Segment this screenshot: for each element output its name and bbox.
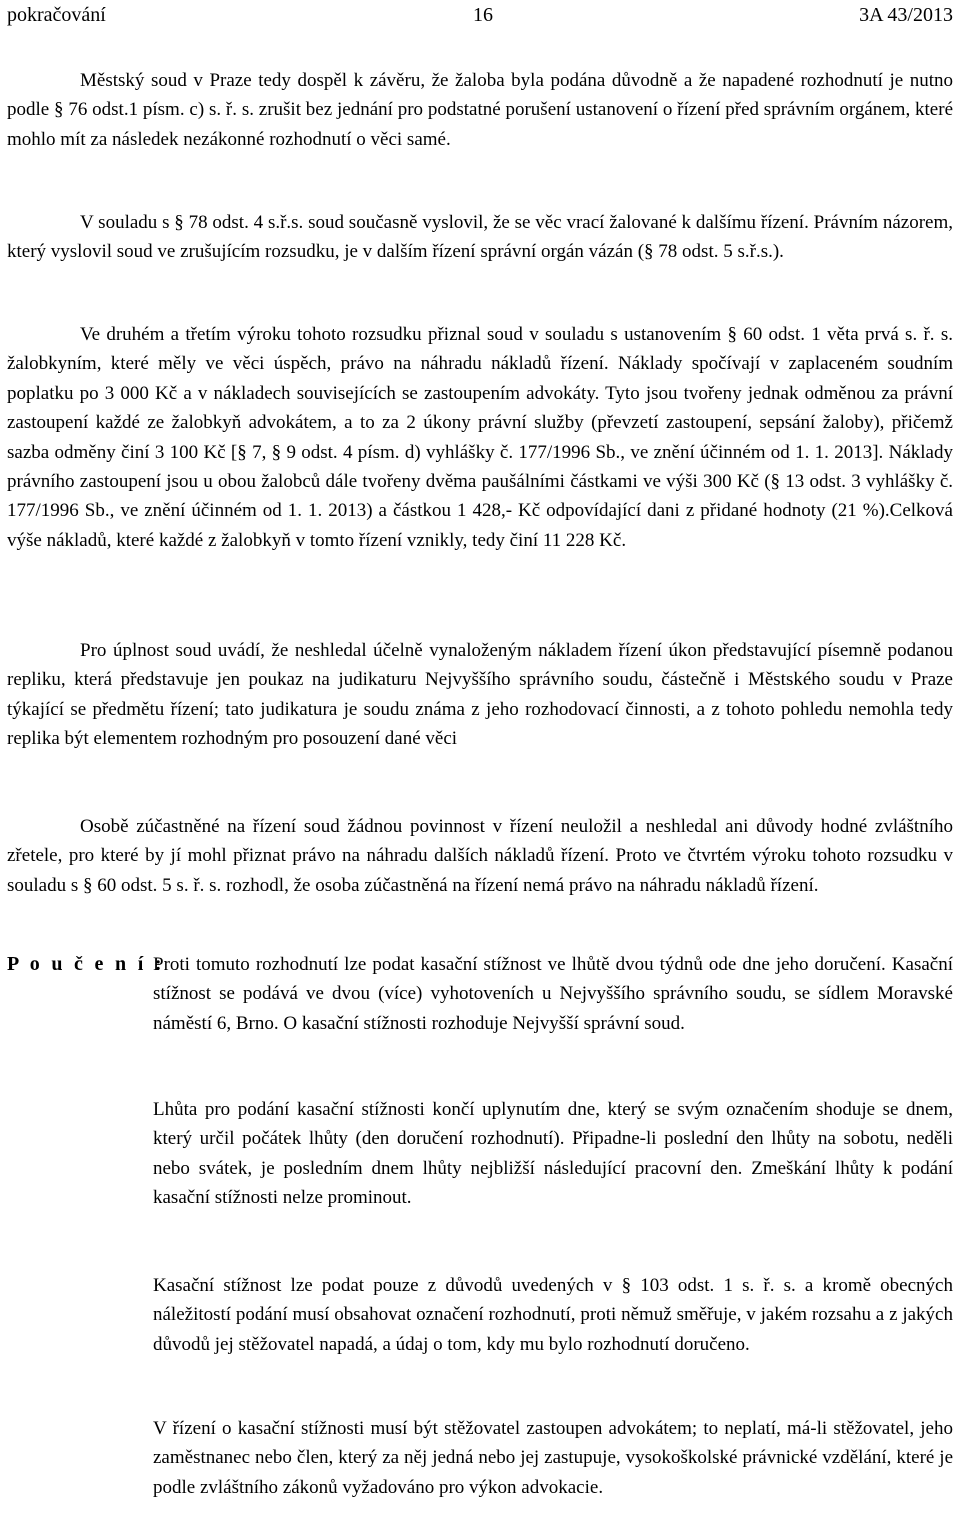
case-number: 3A 43/2013 — [859, 4, 953, 26]
instruction-paragraph — [153, 1095, 953, 1213]
paragraph-text: Proti tomuto rozhodnutí lze podat kasační stížnost ve lhůtě dvou týdnů ode dne jeho doručení. Kasační stížnost se podává ve dvou (více) vyhotoveních u Nejvyššího správního soudu, se sídlem Moravské náměstí 6, Brno. O kasační stížnosti rozhoduje Nejvyšší správní soud. — [153, 954, 953, 1034]
paragraph-intervener — [7, 812, 953, 900]
paragraph-replica — [7, 636, 953, 754]
page-number: 16 — [473, 4, 493, 26]
paragraph-text: V řízení o kasační stížnosti musí být stěžovatel zastoupen advokátem; to neplatí, má-li stěžovatel, jeho zaměstnanec nebo člen, který za něj jedná nebo jej zastupuje, vysokoškolské právnické vzdělání, které je podle zvláštního zákonů vyžadováno pro výkon advokacie. — [153, 1418, 953, 1498]
paragraph-text: Ve druhém a třetím výroku tohoto rozsudku přiznal soud v souladu s ustanovením § 60 odst. 1 věta prvá s. ř. s. žalobkyním, které měly ve věci úspěch, právo na náhradu nákladů řízení. Náklady spočívají v zaplaceném soudním poplatku po 3 000 Kč a v nákladech souvisejících se zastoupením advokáty. Tyto jsou tvořeny jednak odměnou za právní zastoupení každé ze žalobkyň advokátem, a to za 2 úkony právní služby (převzetí zastoupení, sepsání žaloby), přičemž sazba odměny činí 3 100 Kč [§ 7, § 9 odst. 4 písm. d) vyhlášky č. 177/1996 Sb., ve znění účinném od 1. 1. 2013]. Náklady právního zastoupení jsou u obou žalobců dále tvořeny dvěma paušálními částkami ve výši 300 Kč (§ 13 odst. 3 vyhlášky č. 177/1996 Sb., ve znění účinném od 1. 1. 2013) a částkou 1 428,- Kč odpovídající dani z přidané hodnoty (21 %).Celková výše nákladů, které každé z žalobkyň v tomto řízení vznikly, tedy činí 11 228 Kč. — [7, 324, 953, 551]
paragraph-text: Pro úplnost soud uvádí, že neshledal účelně vynaloženým nákladem řízení úkon představující písemně podanou repliku, která představuje jen poukaz na judikaturu Nejvyššího správního soudu, částečně i Městského soudu v Praze týkající se předmětu řízení; tato judikatura je soudu známa z jeho rozhodovací činnosti, a z tohoto pohledu nemohla tedy replika být elementem rozhodným pro posouzení dané věci — [7, 640, 953, 750]
paragraph-costs — [7, 320, 953, 555]
paragraph-text: V souladu s § 78 odst. 4 s.ř.s. soud současně vyslovil, že se věc vrací žalované k dalšímu řízení. Právním názorem, který vyslovil soud ve zrušujícím rozsudku, je v dalším řízení správní orgán vázán (§ 78 odst. 5 s.ř.s.). — [7, 212, 953, 263]
paragraph-text: Osobě zúčastněné na řízení soud žádnou povinnost v řízení neuložil a neshledal ani důvody hodné zvláštního zřetele, pro které by jí mohl přiznat právo na náhradu dalších nákladů řízení. Proto ve čtvrtém výroku tohoto rozsudku v souladu s § 60 odst. 5 s. ř. s. rozhodl, že osoba zúčastněná na řízení nemá právo na náhradu nákladů řízení. — [7, 816, 953, 896]
continuation-label: pokračování — [7, 4, 106, 26]
paragraph-text: Městský soud v Praze tedy dospěl k závěru, že žaloba byla podána důvodně a že napadené rozhodnutí je nutno podle § 76 odst.1 písm. c) s. ř. s. zrušit bez jednání pro podstatné porušení ustanovení o řízení před správním orgánem, které mohlo mít za následek nezákonné rozhodnutí o věci samé. — [7, 70, 953, 150]
instruction-paragraph — [153, 1271, 953, 1359]
paragraph-annulment — [7, 66, 953, 154]
instruction-paragraph — [153, 950, 953, 1038]
instruction-paragraph — [153, 1414, 953, 1502]
paragraph-text: Lhůta pro podání kasační stížnosti končí uplynutím dne, který se svým označením shoduje se dnem, který určil počátek lhůty (den doručení rozhodnutí). Připadne-li poslední den lhůty na sobotu, neděli nebo svátek, je posledním dnem lhůty nejbližší následující pracovní den. Zmeškání lhůty k podání kasační stížnosti nelze prominout. — [153, 1099, 953, 1209]
paragraph-text: Kasační stížnost lze podat pouze z důvodů uvedených v § 103 odst. 1 s. ř. s. a kromě obecných náležitostí podání musí obsahovat označení rozhodnutí, proti němuž směřuje, v jakém rozsahu a z jakých důvodů jej stěžovatel napadá, a údaj o tom, kdy mu bylo rozhodnutí doručeno. — [153, 1275, 953, 1355]
paragraph-remand — [7, 208, 953, 267]
page-header — [7, 2, 953, 32]
instruction-label: P o u č e n í : — [7, 953, 165, 975]
